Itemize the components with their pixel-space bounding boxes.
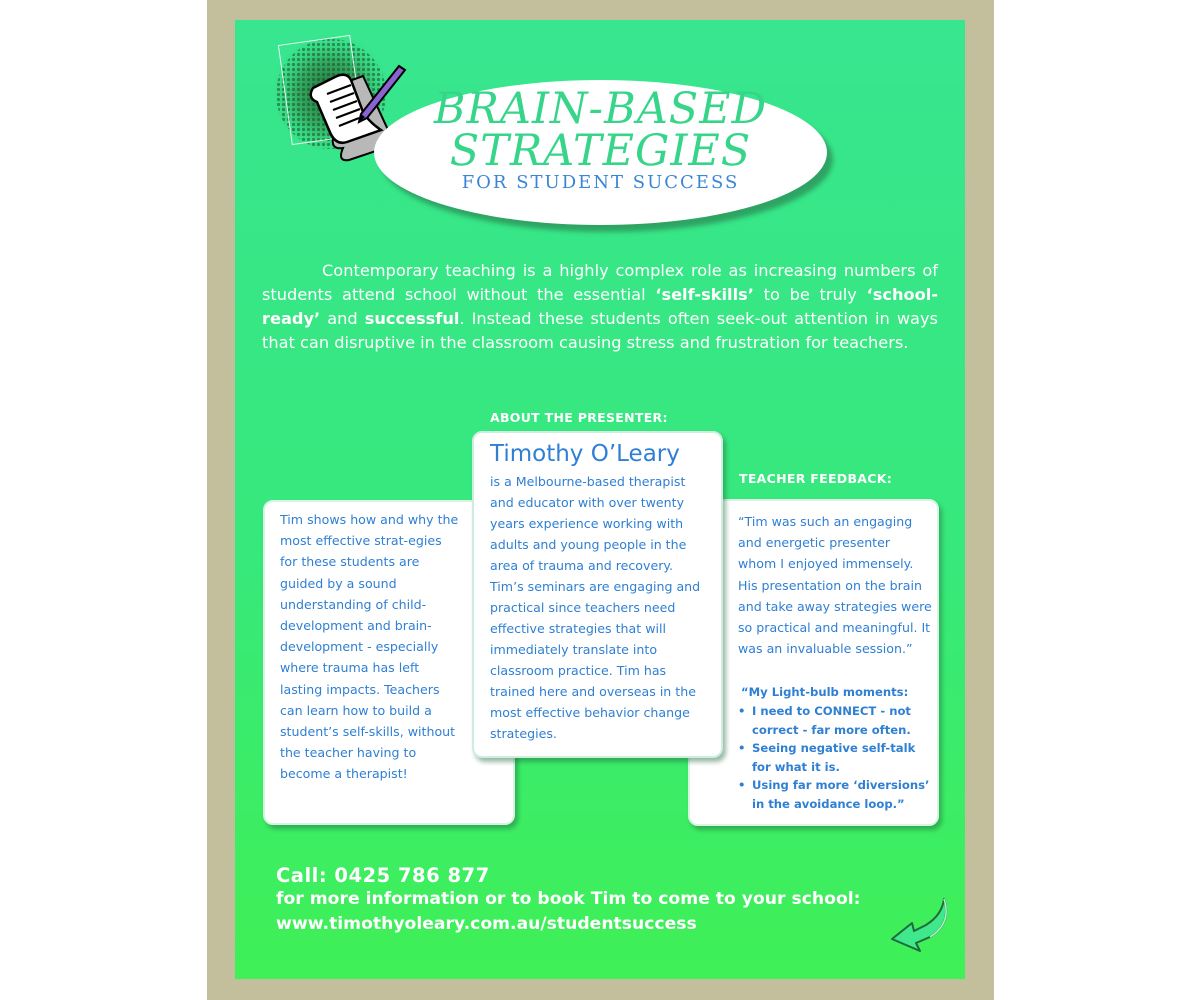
methods-text: Tim shows how and why the most effective strat-egies for these students are guided by a sound understanding of child-development and brain-development - especially where trauma has left lasting impacts. Teachers can learn how to build a student’s self-skills, without the teacher having to become a therapist! [280, 512, 459, 782]
moments-heading: “My Light-bulb moments: [741, 685, 909, 699]
curved-arrow-icon [886, 893, 956, 955]
feedback-label: TEACHER FEEDBACK: [739, 471, 893, 486]
presenter-bio: is a Melbourne-based therapist and educator with over twenty years experience working with adults and young people in the area of trauma and recovery. Tim’s seminars are engaging and practical since teachers need effective strategies that will immediately translate into classroom practice. Tim has trained here and overseas in the most effective behavior change strategies. [490, 474, 701, 741]
contact-url[interactable]: www.timothyoleary.com.au/studentsuccess [276, 914, 697, 934]
intro-text: Contemporary teaching is a highly complex role as increasing numbers of students attend school without the essential [262, 261, 938, 304]
intro-emphasis: ‘school-ready’ [262, 285, 938, 328]
contact-phone: Call: 0425 786 877 [276, 864, 490, 887]
intro-emphasis: ‘self-skills’ [655, 285, 754, 304]
intro-text: and [320, 309, 365, 328]
title-subtitle: FOR STUDENT SUCCESS [461, 172, 740, 193]
list-item: • Seeing negative self-talk for what it is. [738, 739, 934, 776]
intro-emphasis: successful [364, 309, 460, 328]
list-item: • Using far more ‘diversions’ in the avoidance loop.” [738, 776, 934, 813]
intro-paragraph [262, 259, 938, 355]
presenter-name: Timothy O’Leary [490, 441, 680, 467]
feedback-card [688, 499, 939, 826]
contact-info: for more information or to book Tim to come to your school: [276, 889, 861, 909]
presenter-label: ABOUT THE PRESENTER: [490, 410, 668, 425]
feedback-quote: “Tim was such an engaging and energetic presenter whom I enjoyed immensely. His presentation on the brain and take away strategies were so practical and meaningful. It was an invaluable session.” [738, 514, 932, 657]
moments-list [738, 702, 934, 813]
title-line-2: STRATEGIES [449, 126, 752, 176]
title-line-1: BRAIN-BASED [433, 84, 768, 134]
intro-text: to be truly [753, 285, 867, 304]
intro-text: . Instead these students often seek-out attention in ways that can disruptive in the classroom causing stress and frustration for teachers. [262, 309, 938, 352]
list-item: • I need to CONNECT - not correct - far more often. [738, 702, 934, 739]
